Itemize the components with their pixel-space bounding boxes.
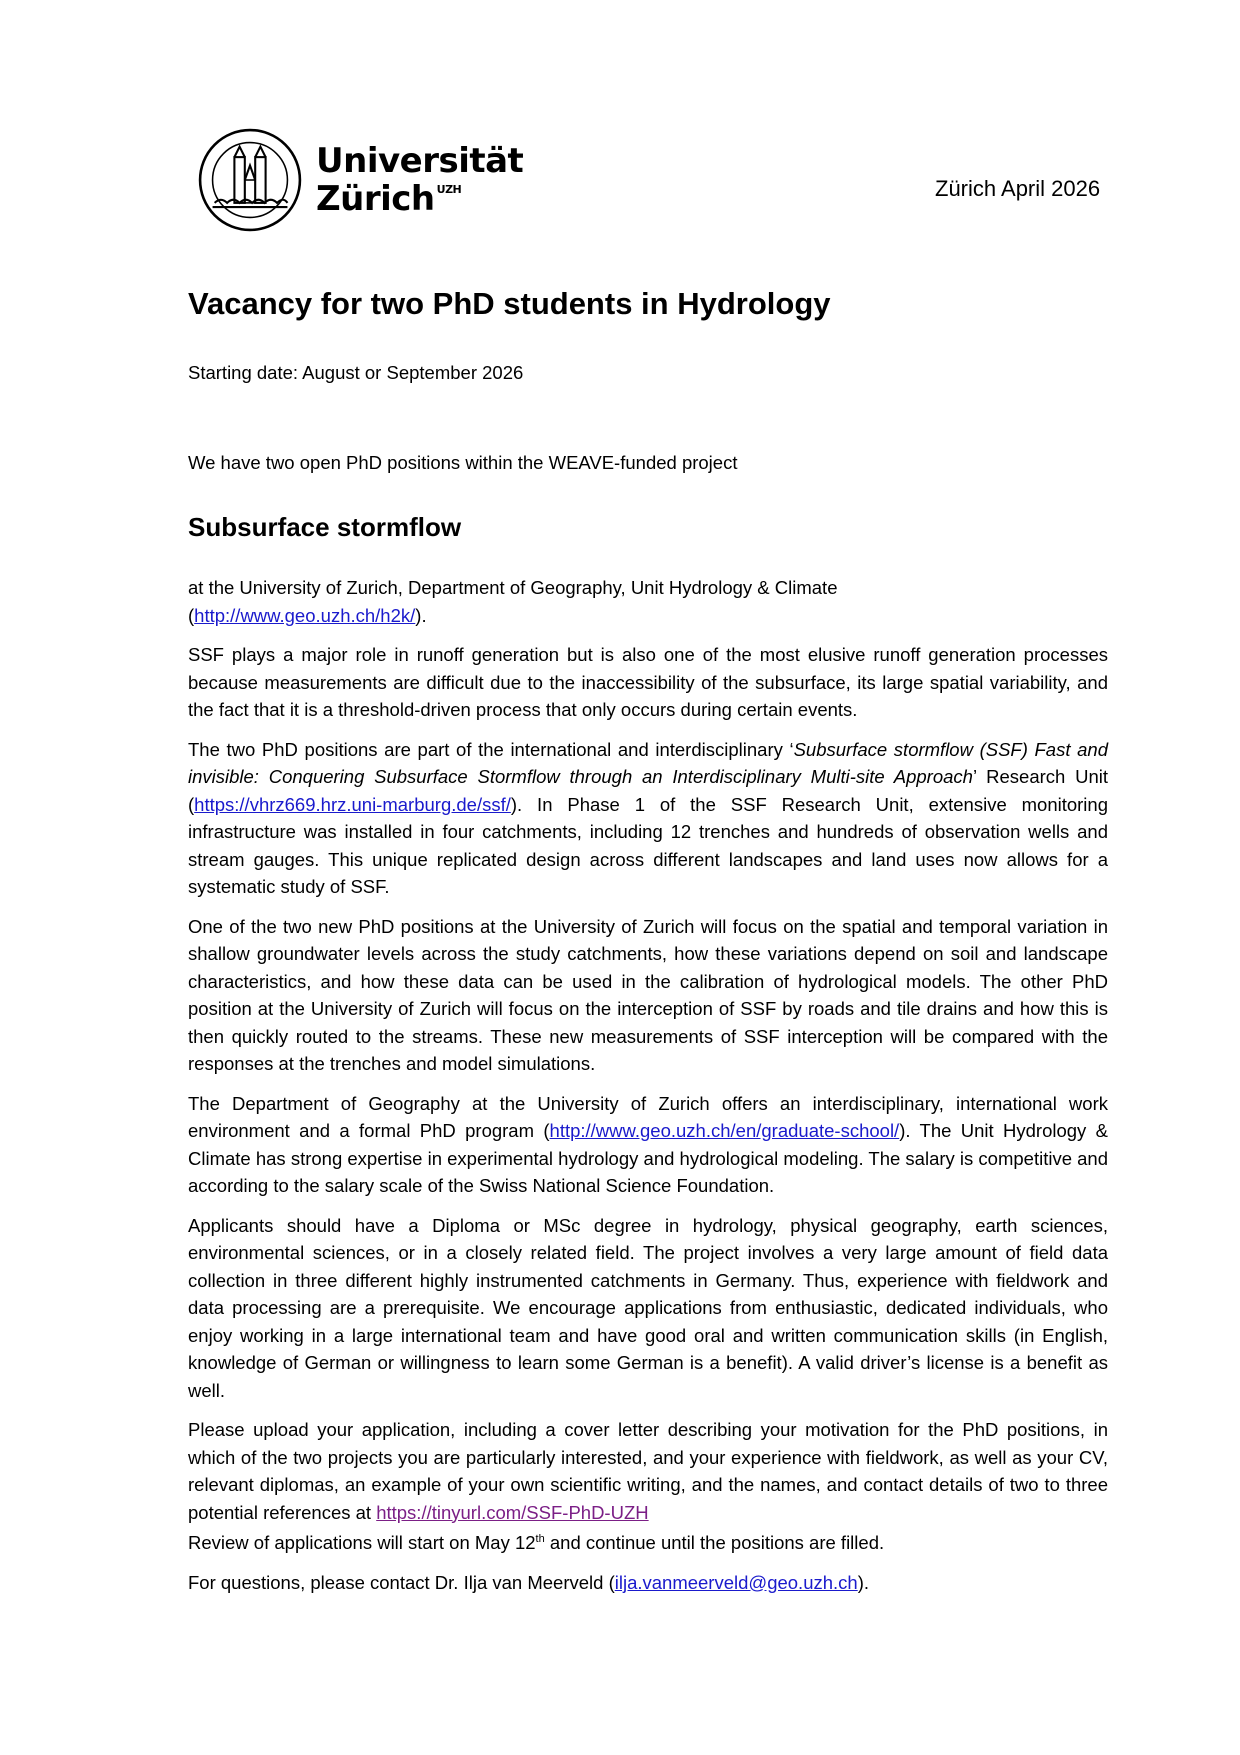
ru-text-mid: ’ Research Unit ( [188, 766, 1109, 815]
paren-close: ). [415, 604, 427, 626]
ru-title-italic: Subsurface stormflow (SSF) Fast and invisible: Conquering Subsurface Stormflow through an Interdisciplinary Multi-site Approach [188, 738, 1108, 787]
dept-text-pre: The Department of Geography at the University of Zurich offers an interdisciplinary, international work environment and a formal PhD program ( [188, 1092, 1108, 1141]
ru-text-post: ). In Phase 1 of the SSF Research Unit, extensive monitoring infrastructure was installed in four catchments, including 12 trenches and hundreds of observation wells and stream gauges. This unique replicated design across different landscapes and land uses now allows for a systematic study of SSF. [188, 793, 1108, 897]
logo-wordmark [316, 141, 524, 219]
paragraph-contact [188, 1569, 1108, 1597]
affiliation-text: at the University of Zurich, Department of Geography, Unit Hydrology & Climate [188, 577, 838, 598]
h2k-link[interactable]: http://www.geo.uzh.ch/h2k/ [194, 604, 416, 626]
review-text-pre: Review of applications will start on May 12 [188, 1532, 536, 1554]
contact-text-post: ). [857, 1571, 870, 1593]
logo-sup: UZH [436, 183, 462, 196]
contact-text-pre: For questions, please contact Dr. Ilja van Meerveld ( [188, 1571, 615, 1593]
starting-date: Starting date: August or September 2026 [188, 362, 524, 383]
graduate-school-link[interactable]: http://www.geo.uzh.ch/en/graduate-school/ [549, 1120, 900, 1141]
page-title: Vacancy for two PhD students in Hydrology [188, 286, 831, 321]
paren-open: ( [188, 604, 195, 626]
project-title: Subsurface stormflow [188, 512, 462, 542]
paragraph-ssf-role: SSF plays a major role in runoff generation but is also one of the most elusive runoff generation processes because measurements are difficult due to the inaccessibility of the subsurface, its large spatial variability, and the fact that it is a threshold-driven process that only occurs during certain events. [188, 644, 1108, 720]
paragraph-research-unit [188, 736, 1108, 901]
paragraph-affiliation [188, 574, 1108, 629]
intro-text: We have two open PhD positions within the WEAVE-funded project [188, 452, 738, 473]
logo-line-1: Universität [316, 141, 524, 181]
logo-line-2 [316, 179, 523, 219]
paragraph-department [188, 1090, 1108, 1200]
paragraph-application [188, 1416, 1108, 1557]
university-logo [198, 128, 523, 232]
document-date: Zürich April 2026 [935, 176, 1101, 201]
application-text: Please upload your application, including a cover letter describing your motivation for the PhD positions, in which of the two projects you are particularly interested, and your experience with fieldwork, as well as your CV, relevant diplomas, an example of your own scientific writing, and the names, and contact details of two to three potential references at [188, 1419, 1108, 1523]
document-body [188, 574, 1108, 1608]
paragraph-positions: One of the two new PhD positions at the University of Zurich will focus on the spatial and temporal variation in shallow groundwater levels across the study catchments, how these variations depend on soil and landscape characteristics, and how these data can be used in the calibration of hydrological models. The other PhD position at the University of Zurich will focus on the interception of SSF by roads and tile drains and how this is then quickly routed to the streams. These new measurements of SSF interception will be compared with the responses at the trenches and model simulations. [188, 915, 1108, 1074]
review-sup: th [535, 1533, 545, 1545]
contact-email-link[interactable]: ilja.vanmeerveld@geo.uzh.ch [614, 1571, 858, 1593]
paragraph-requirements: Applicants should have a Diploma or MSc degree in hydrology, physical geography, earth sciences, environmental sciences, or in a closely related field. The project involves a very large amount of field data collection in three different highly instrumented catchments in Germany. Thus, experience with fieldwork and data processing are a prerequisite. We encourage applications from enthusiastic, dedicated individuals, who enjoy working in a large international team and have good oral and written communication skills (in English, knowledge of German or willingness to learn some German is a benefit). A valid driver’s license is a benefit as well. [188, 1214, 1108, 1401]
uzh-seal-icon [198, 128, 302, 232]
ru-text-pre: The two PhD positions are part of the international and interdisciplinary ‘ [188, 738, 794, 760]
review-text-post: and continue until the positions are filled. [544, 1532, 885, 1554]
ssf-research-unit-link[interactable]: https://vhrz669.hrz.uni-marburg.de/ssf/ [194, 793, 511, 815]
logo-line-2-text: Zürich [316, 179, 435, 219]
application-link[interactable]: https://tinyurl.com/SSF-PhD-UZH [376, 1501, 649, 1523]
dept-text-post: ). The Unit Hydrology & Climate has strong expertise in experimental hydrology and hydrological modeling. The salary is competitive and according to the salary scale of the Swiss National Science Foundation. [188, 1120, 1108, 1196]
